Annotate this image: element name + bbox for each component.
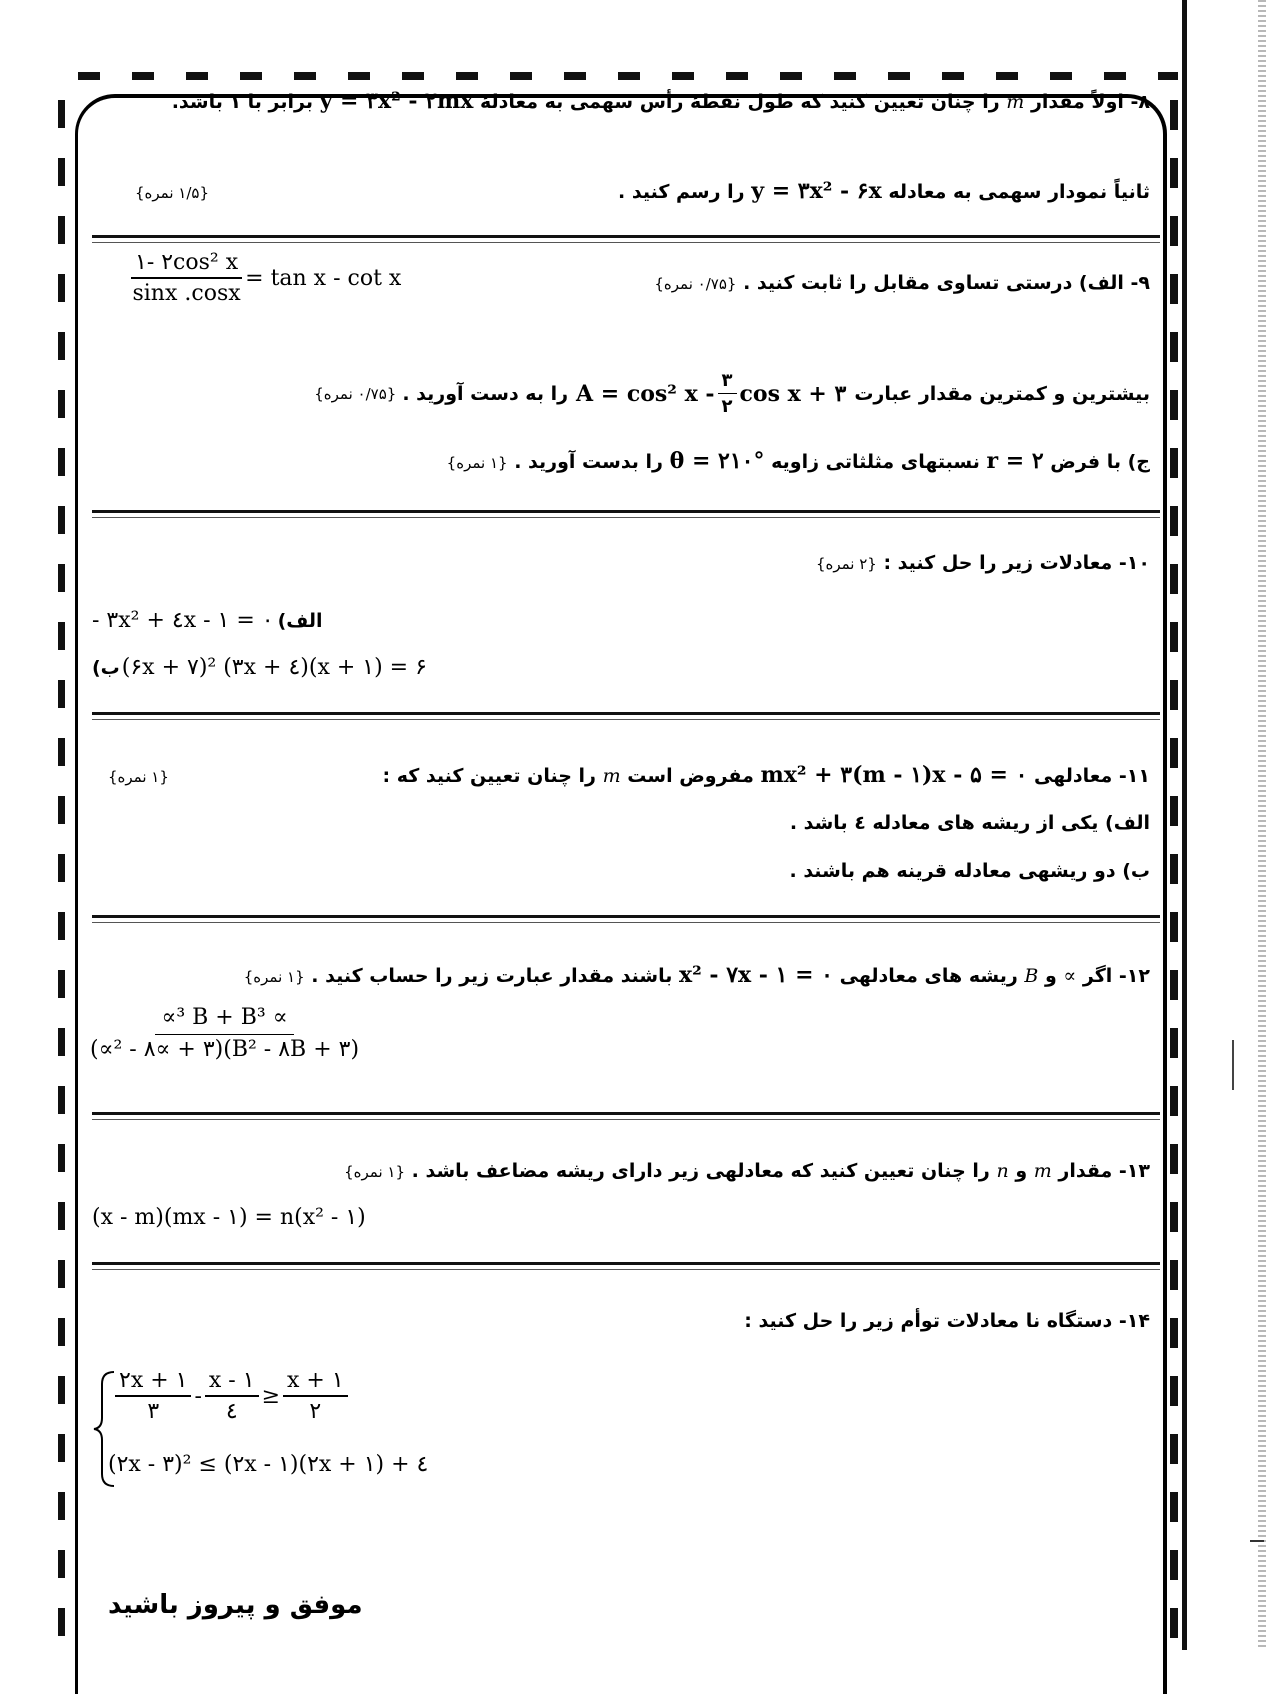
q14-f2-num: x - ۱ [205, 1368, 259, 1397]
q11-equation: mx² + ۳(m - ۱)x - ۵ = ۰ [760, 762, 1028, 788]
q11-line [383, 762, 1151, 788]
q14-minus: - [194, 1383, 202, 1409]
divider [92, 510, 1160, 518]
q11-score: {۱ نمره} [108, 768, 169, 786]
q12-numerator: ∝³ B + B³ ∝ [155, 1005, 293, 1035]
q10-a-label: الف) [277, 609, 323, 632]
divider [92, 712, 1160, 720]
scan-edge-strip [1258, 0, 1266, 1650]
q10-score: {۲ نمره} [815, 555, 877, 573]
q14-geq: ≥ [261, 1383, 280, 1409]
q9-a-numerator: ۱- ۲cos² x [131, 250, 242, 279]
q13-var-m: m [1033, 1160, 1052, 1182]
q14-f1-num: ۲x + ۱ [115, 1368, 191, 1397]
q8-part2-suffix: را رسم کنید . [618, 181, 745, 203]
q8-part2-equation: y = ۳x² - ۶x [751, 178, 882, 204]
q12-and: و [1044, 965, 1057, 987]
q8-part2-prefix: ثانیاً نمودار سهمی به معادله [888, 181, 1150, 203]
q12-line [244, 962, 1150, 988]
q13-suffix: را چنان تعیین کنید که معادلهی زیر دارای ریشه مضاعف باشد . [411, 1160, 990, 1182]
q9-b-score: {۰/۷۵ نمره} [314, 384, 397, 403]
q10-b-label: ب) [92, 656, 120, 679]
divider [92, 1112, 1160, 1120]
scan-artifact-line [1232, 1040, 1234, 1090]
q9-c-r: r = ۲ [986, 448, 1044, 474]
q11-prefix: ۱۱- معادلهی [1034, 765, 1150, 787]
q11-var-m: m [602, 765, 621, 787]
q12-score: {۱ نمره} [243, 968, 305, 986]
q9-b [314, 370, 1150, 417]
q12-prefix: ۱۲- اگر [1082, 965, 1150, 987]
q8-suffix: برابر با ۱ باشد. [171, 91, 313, 113]
q14-f3-num: x + ۱ [283, 1368, 348, 1397]
q12-alpha: ∝ [1063, 965, 1077, 987]
left-dashed-border [58, 100, 65, 1650]
right-solid-border [1182, 0, 1187, 1650]
right-dashed-border [1170, 100, 1178, 1650]
q8-equation: y = ۳x² - ۲mx [319, 88, 474, 114]
q9-c-score: {۱ نمره} [446, 454, 508, 472]
q8-line2 [618, 178, 1150, 204]
q9-c-suffix: را بدست آورید . [514, 451, 663, 473]
q9-b-suffix: را به دست آورید . [402, 382, 569, 405]
q13-score: {۱ نمره} [344, 1163, 406, 1181]
divider [92, 915, 1160, 923]
q12-expression [90, 1005, 359, 1062]
q13-var-n: n [996, 1160, 1009, 1182]
q9-a-text [654, 272, 1150, 294]
q13-and: و [1015, 1160, 1028, 1182]
q12-beta: B [1024, 965, 1039, 987]
q9-c-prefix: ج) با فرض [1050, 451, 1150, 473]
q14-f3-den: ۲ [309, 1399, 322, 1424]
q9-c [447, 448, 1150, 474]
q12-equation: x² - ۷x - ۱ = ۰ [679, 962, 833, 988]
q12-suffix: باشند مقدار عبارت زیر را حساب کنید . [311, 965, 673, 987]
q14-f1-den: ۳ [147, 1399, 160, 1424]
q9-c-theta: θ = ۲۱۰° [669, 448, 765, 474]
q8-middle: را چنان تعیین کنید که طول نقطهٔ رأس سهمی به معادلهٔ [480, 91, 1000, 113]
q14-f2-den: ٤ [225, 1399, 238, 1424]
q9-b-expr-right: cos x + ۳ [739, 380, 847, 407]
q11-b: ب) دو ریشهی معادله قرینه هم باشند . [789, 860, 1150, 882]
q9-a-rhs: = tan x - cot x [245, 265, 402, 291]
q8-score: {۱/۵ نمره} [135, 184, 210, 202]
q14-inequality-1 [112, 1368, 351, 1424]
q10-title [816, 552, 1150, 574]
q13-prefix: ۱۳- مقدار [1058, 1160, 1150, 1182]
q12-denominator: (∝² - ۸∝ + ۳)(B² - ۸B + ۳) [90, 1037, 360, 1062]
q13-equation: (x - m)(mx - ۱) = n(x² - ۱) [92, 1205, 366, 1230]
q11-a: الف) یکی از ریشه های معادله ٤ باشد . [789, 812, 1150, 834]
divider [92, 235, 1160, 243]
q10-a [92, 608, 323, 633]
q8-var-m: m [1006, 91, 1025, 113]
q9-a-label: ۹- الف) درستی تساوی مقابل را ثابت کنید . [743, 272, 1150, 294]
q9-b-expr-left: A = cos² x - [576, 380, 715, 407]
q9-a-denominator: sinx .cosx [132, 281, 241, 306]
q14-title: ۱۴- دستگاه نا معادلات توأم زیر را حل کنید : [744, 1310, 1150, 1332]
q10-a-equation: - ۳x² + ٤x - ۱ = ۰ [92, 608, 274, 633]
q8-line1 [172, 88, 1150, 114]
q9-b-prefix: بیشترین و کمترین مقدار عبارت [854, 382, 1150, 405]
q14-inequality-2: (۲x - ۳)² ≤ (۲x - ۱)(۲x + ۱) + ٤ [108, 1452, 429, 1477]
q12-middle: ریشه های معادلهی [839, 965, 1018, 987]
q10-title-text: ۱۰- معادلات زیر را حل کنید : [883, 552, 1150, 574]
q9-c-middle: نسبتهای مثلثاتی زاویه [771, 451, 980, 473]
q11-middle: مفروض است [627, 765, 754, 787]
q10-b-equation: (۶x + ۷)² (۳x + ٤)(x + ۱) = ۶ [121, 655, 427, 680]
q11-suffix: را چنان تعیین کنید که : [382, 765, 596, 787]
q9-a-score: {۰/۷۵ نمره} [654, 275, 737, 293]
q9-b-expression [576, 370, 846, 417]
q9-b-frac-den: ۲ [721, 396, 733, 417]
closing-wish: موفق و پیروز باشید [108, 1590, 363, 1620]
q9-a-identity [128, 250, 401, 306]
q13-line [344, 1160, 1150, 1182]
divider [92, 1262, 1160, 1270]
q10-b [92, 655, 427, 680]
scan-edge-mark [1250, 1540, 1264, 1542]
top-dashed-border [78, 72, 1178, 80]
q9-b-frac-num: ۳ [718, 370, 737, 394]
q8-prefix: ۸- اولاً مقدار [1030, 91, 1150, 113]
